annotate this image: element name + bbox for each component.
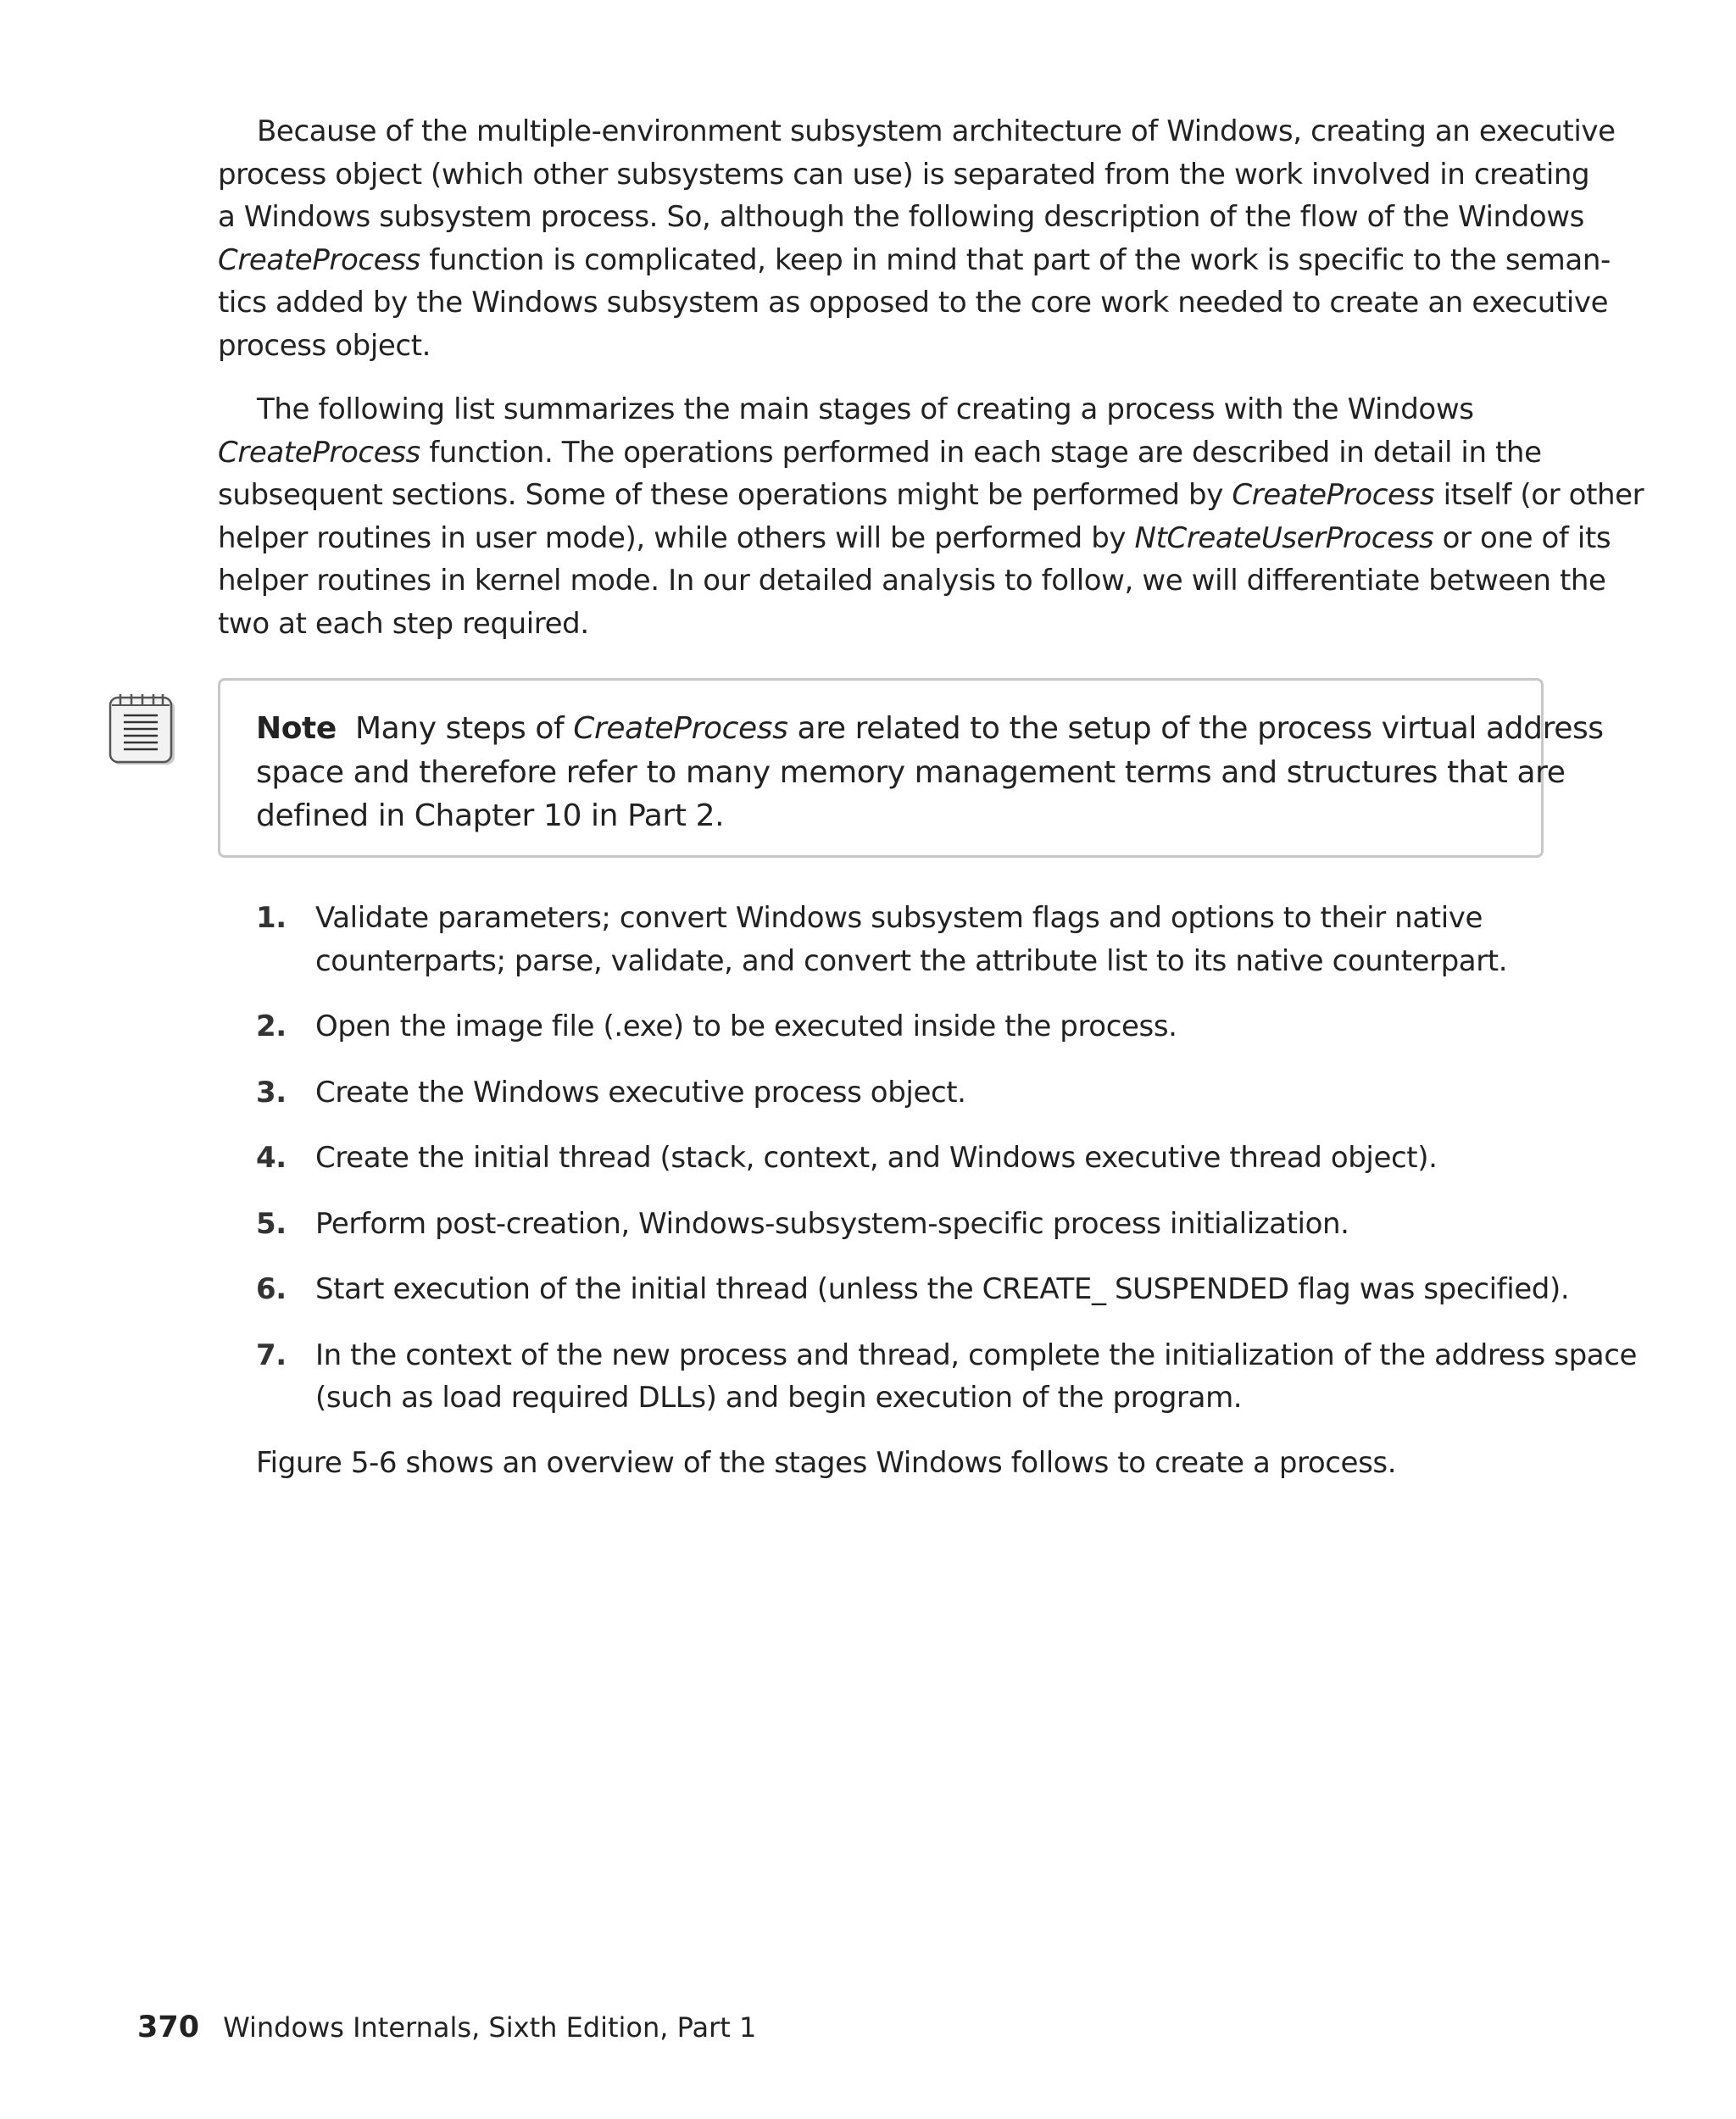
step-number: 7. (256, 1338, 287, 1372)
note-line-1: Note Many steps of CreateProcess are related to the setup of the process virtual address (256, 711, 1604, 746)
summary-line-4: helper routines in user mode), while others will be performed by NtCreateUserProcess or one of its (218, 520, 1611, 555)
summary-line-5: helper routines in kernel mode. In our detailed analysis to follow, we will differentiate between the (218, 564, 1606, 598)
intro-line-6: process object. (218, 328, 431, 363)
step-number: 5. (256, 1206, 287, 1241)
page-number: 370 (137, 2011, 200, 2044)
intro-line-5: tics added by the Windows subsystem as opposed to the core work needed to create an executive (218, 286, 1609, 320)
summary-line-2: CreateProcess function. The operations performed in each stage are described in detail in the (218, 435, 1542, 470)
intro-line-4: CreateProcess function is complicated, keep in mind that part of the work is specific to the seman- (218, 242, 1611, 277)
intro-paragraph (218, 110, 1616, 367)
process-stages-list (256, 897, 1638, 1443)
step-number: 4. (256, 1141, 287, 1175)
intro-line-3: a Windows subsystem process. So, although the following description of the flow of the Windows (218, 200, 1584, 234)
summary-line-1: The following list summarizes the main stages of creating a process with the Windows (257, 392, 1474, 426)
book-title: Windows Internals, Sixth Edition, Part 1 (223, 2011, 757, 2044)
list-item: 2. Open the image file (.exe) to be executed inside the process. (256, 1005, 1578, 1048)
step-number: 2. (256, 1009, 287, 1043)
note-line-3: defined in Chapter 10 in Part 2. (256, 798, 725, 833)
intro-line-2: process object (which other subsystems can use) is separated from the work involved in creating (218, 157, 1590, 192)
summary-line-6: two at each step required. (218, 606, 589, 641)
list-item: 4. Create the initial thread (stack, context, and Windows executive thread object). (256, 1137, 1578, 1180)
summary-line-3: subsequent sections. Some of these operations might be performed by CreateProcess itself (or other (218, 478, 1644, 512)
list-item: 7. In the context of the new process and thread, complete the initialization of the address space (such as load required DLLs) and begin execution of the program. (256, 1334, 1578, 1420)
list-item: 6. Start execution of the initial thread (unless the CREATE_ SUSPENDED flag was specified). (256, 1268, 1578, 1311)
list-item: 1. Validate parameters; convert Windows subsystem flags and options to their native counterparts; parse, validate, and convert the attribute list to its native counterpart. (256, 897, 1578, 982)
page-footer (137, 2009, 756, 2046)
intro-line-1: Because of the multiple-environment subsystem architecture of Windows, creating an executive (257, 114, 1616, 148)
step-number: 1. (256, 901, 287, 935)
list-item: 5. Perform post-creation, Windows-subsystem-specific process initialization. (256, 1203, 1578, 1246)
note-text (256, 707, 1604, 838)
step-number: 3. (256, 1075, 287, 1110)
createprocess-term: CreateProcess (218, 242, 420, 277)
note-line-2: space and therefore refer to many memory management terms and structures that are (256, 754, 1566, 790)
closing-sentence: Figure 5-6 shows an overview of the stages Windows follows to create a process. (256, 1446, 1397, 1480)
notepad-icon (108, 693, 178, 768)
step-number: 6. (256, 1272, 287, 1306)
note-label: Note (256, 711, 337, 746)
list-item: 3. Create the Windows executive process object. (256, 1071, 1578, 1115)
summary-paragraph (218, 388, 1644, 645)
